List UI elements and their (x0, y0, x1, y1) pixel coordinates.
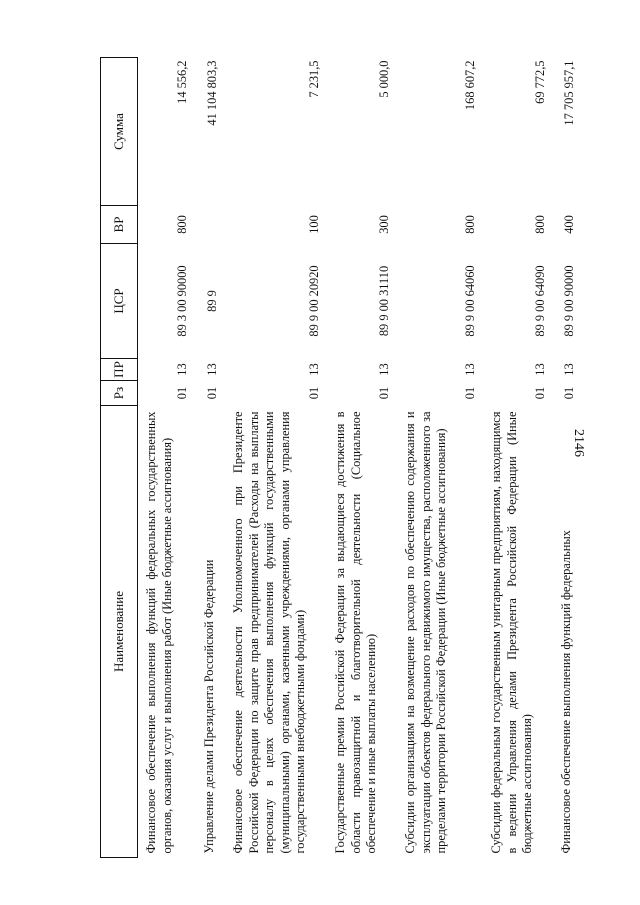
budget-table (100, 57, 583, 858)
row-pr: 13 (532, 363, 547, 376)
row-pr: 13 (306, 363, 321, 376)
row-sum: 69 772,5 (532, 60, 547, 104)
header-vr: ВР (101, 206, 138, 244)
row-vr: 800 (532, 215, 547, 234)
table-row (225, 58, 327, 858)
table-row (138, 58, 196, 858)
row-csr: 89 9 00 90000 (562, 265, 577, 337)
row-rz: 01 (462, 386, 477, 400)
table-row (553, 58, 583, 858)
row-sum: 14 556,2 (174, 60, 189, 104)
row-name: Управление делами Президента Российской Федерации (201, 559, 216, 854)
row-name: Финансовое обеспечение выполнения функций федеральных (559, 530, 574, 854)
row-vr: 100 (306, 215, 321, 234)
row-rz: 01 (562, 386, 577, 400)
row-name: Финансовое обеспечение деятельности Уполномоченного при Президенте Российской Федерации по защите прав предпринимателей (Расходы на выплаты персоналу в целях обеспечения выполнения функций государственными (муниципальными) органами, казенными учреждениями, органами управления государственными внебюджетными фондами) (231, 411, 308, 854)
table-row (196, 58, 226, 858)
row-sum: 17 705 957,1 (562, 60, 577, 126)
header-name: Наименование (101, 406, 138, 858)
row-rz: 01 (204, 386, 219, 400)
table-header-row (101, 58, 138, 858)
row-name: Субсидии организациям на возмещение расходов по обеспечению содержания и эксплуатации объектов федерального недвижимого имущества, расположенного за пределами территории Российской Федерации (Иные бюджетные ассигнования) (403, 411, 449, 854)
table-row (397, 58, 483, 858)
row-name: Государственные премии Российской Федерации за выдающиеся достижения в области правозащитной и благотворительной деятельности (Социальное обеспечение и иные выплаты населению) (333, 411, 379, 854)
table-row (327, 58, 397, 858)
row-pr: 13 (376, 363, 391, 376)
row-pr: 13 (174, 363, 189, 376)
row-sum: 168 607,2 (462, 60, 477, 111)
row-csr: 89 9 00 20920 (306, 265, 321, 337)
row-csr: 89 9 (204, 290, 219, 312)
row-rz: 01 (174, 386, 189, 400)
row-pr: 13 (562, 363, 577, 376)
row-rz: 01 (532, 386, 547, 400)
header-pr: ПР (101, 359, 138, 381)
rotated-table-container (100, 58, 600, 858)
row-vr: 400 (562, 215, 577, 234)
header-rz: Рз (101, 381, 138, 406)
row-name: Субсидии федеральным государственным унитарным предприятиям, находящимся в ведении Управления делами Президента Российской Федерации (Иные бюджетные ассигнования) (489, 411, 535, 854)
header-sum: Сумма (101, 58, 138, 206)
row-vr: 800 (462, 215, 477, 234)
header-csr: ЦСР (101, 244, 138, 359)
row-sum: 5 000,0 (376, 60, 391, 98)
row-csr: 89 9 00 31110 (376, 265, 391, 337)
page-number: 2146 (571, 429, 586, 457)
row-rz: 01 (306, 386, 321, 400)
row-sum: 7 231,5 (306, 60, 321, 98)
row-rz: 01 (376, 386, 391, 400)
row-vr: 300 (376, 215, 391, 234)
row-csr: 89 9 00 64060 (462, 265, 477, 337)
row-sum: 41 104 803,3 (204, 60, 219, 126)
table-row (483, 58, 553, 858)
row-csr: 89 9 00 64090 (532, 265, 547, 337)
row-vr: 800 (174, 215, 189, 234)
row-pr: 13 (204, 363, 219, 376)
row-pr: 13 (462, 363, 477, 376)
row-csr: 89 3 00 90000 (174, 265, 189, 337)
row-name: Финансовое обеспечение выполнения функций федеральных государственных органов, оказания услуг и выполнения работ (Иные бюджетные ассигнования) (144, 411, 174, 854)
row-vr (196, 206, 226, 244)
